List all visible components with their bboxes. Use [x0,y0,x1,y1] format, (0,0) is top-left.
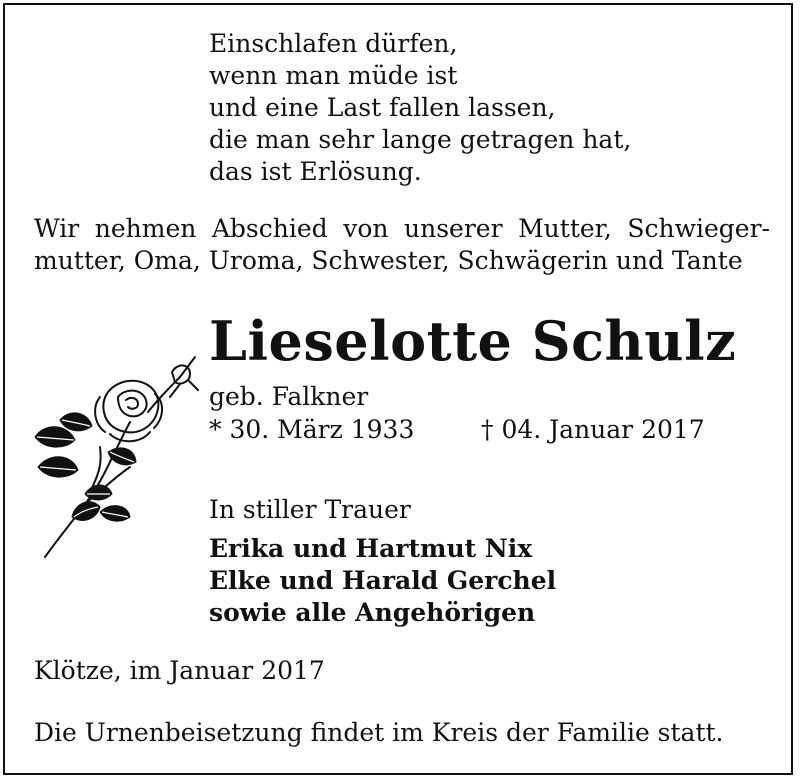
poem-line: das ist Erlösung. [209,157,422,186]
mourner-name: Erika und Hartmut Nix [209,534,533,563]
poem-line: Einschlafen dürfen, [209,29,458,58]
farewell-line-2: mutter, Oma, Uroma, Schwester, Schwägerin und Tante [34,246,743,275]
farewell-word: Abschied [211,214,328,243]
poem [209,28,631,188]
farewell-word: Wir [34,214,80,243]
poem-line: die man sehr lange getragen hat, [209,125,632,154]
mourner-name: sowie alle Angehörigen [209,598,536,627]
farewell-word: Schwieger- [627,214,770,243]
death-date: † 04. Januar 2017 [481,415,705,444]
poem-line: wenn man müde ist [209,61,458,90]
birth-date: * 30. März 1933 [209,415,415,444]
farewell-word: nehmen [94,214,197,243]
birth-name: geb. Falkner [209,382,369,411]
poem-line: und eine Last fallen lassen, [209,93,556,122]
farewell-word: von [343,214,389,243]
mourner-name: Elke und Harald Gerchel [209,566,557,595]
deceased-name: Lieselotte Schulz [209,309,737,373]
mourners-list [209,533,556,629]
rose-icon [30,352,200,562]
closing-note: Die Urnenbeisetzung findet im Kreis der Familie statt. [34,718,724,747]
farewell-text [34,213,770,277]
mourning-heading: In stiller Trauer [209,495,411,524]
farewell-word: Mutter, [518,214,612,243]
place-and-date: Klötze, im Januar 2017 [34,656,325,685]
life-dates [209,414,705,446]
farewell-line-1 [34,213,770,245]
farewell-word: unserer [404,214,503,243]
